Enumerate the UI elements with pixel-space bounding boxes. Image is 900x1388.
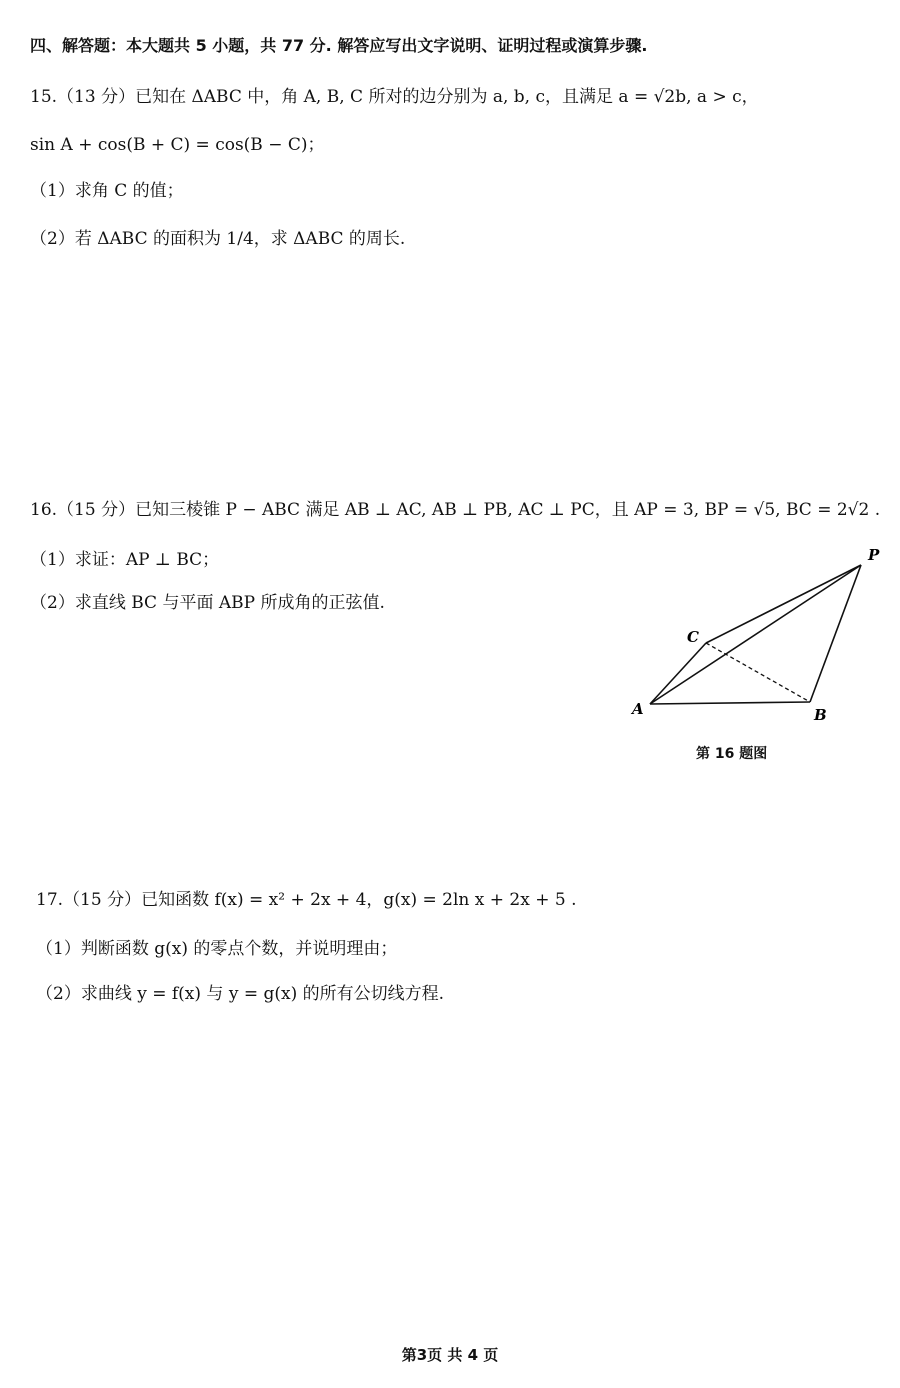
vertex-label-p: P [868,546,880,564]
q17-part2: （2）求曲线 y = f(x) 与 y = g(x) 的所有公切线方程. [36,984,445,1004]
q16-part1: （1）求证：AP ⊥ BC； [30,550,220,570]
figure-caption: 第 16 题图 [696,746,768,762]
vertex-label-c: C [687,628,699,646]
q16-figure [628,540,888,735]
q17-stem: 17.（15 分）已知函数 f(x) = x² + 2x + 4，g(x) = 2ln x + 2x + 5 . [36,890,577,910]
edge-bc-hidden [706,643,810,702]
edge-ab [650,702,810,704]
q16-stem: 16.（15 分）已知三棱锥 P − ABC 满足 AB ⊥ AC, AB ⊥ PB, AC ⊥ PC，且 AP = 3, BP = √5, BC = 2√2 . [30,500,881,520]
q15-stem-line2: sin A + cos(B + C) = cos(B − C)； [30,135,325,155]
q15-stem-line1: 15.（13 分）已知在 ΔABC 中，角 A, B, C 所对的边分别为 a, b, c，且满足 a = √2b, a > c， [30,87,759,107]
edge-cp [706,565,861,643]
vertex-label-a: A [632,700,644,718]
vertex-label-b: B [814,706,827,724]
q17-part1: （1）判断函数 g(x) 的零点个数，并说明理由； [36,939,398,959]
edge-bp [810,565,861,702]
q16-part2: （2）求直线 BC 与平面 ABP 所成角的正弦值. [30,593,385,613]
q15-part2: （2）若 ΔABC 的面积为 1/4，求 ΔABC 的周长. [30,229,406,249]
page-number: 第3页 共 4 页 [401,1346,499,1364]
pyramid-diagram [628,540,888,735]
q15-part1: （1）求角 C 的值； [30,181,184,201]
edge-ap [650,565,861,704]
section-title: 四、解答题：本大题共 5 小题，共 77 分. 解答应写出文字说明、证明过程或演算步骤. [30,36,648,55]
